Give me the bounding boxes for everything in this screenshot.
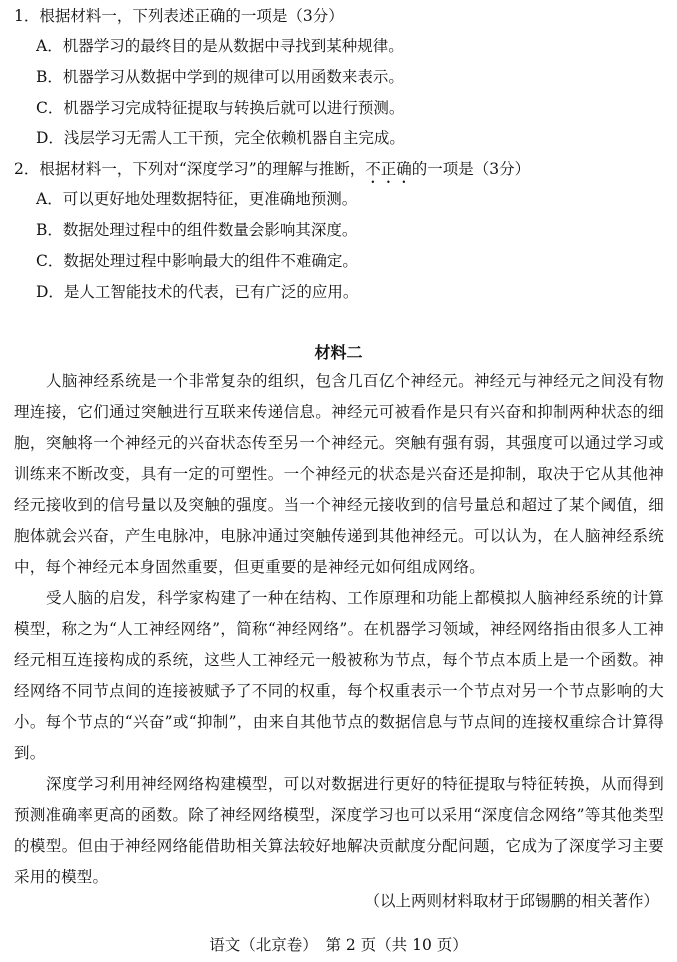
- question-1-option-d: D．浅层学习无需人工干预，完全依赖机器自主完成。: [36, 129, 405, 147]
- paragraph-1: 人脑神经系统是一个非常复杂的组织，包含几百亿个神经元。神经元与神经元之间没有物理连接，它们通过突触进行互联来传递信息。神经元可被看作是只有兴奋和抑制两种状态的细胞，突触将一个神经元的兴奋状态传至另一个神经元。突触有强有弱，其强度可以通过学习或训练来不断改变，具有一定的可塑性。一个神经元的状态是兴奋还是抑制，取决于它从其他神经元接收到的信号量以及突触的强度。当一个神经元接收到的信号量总和超过了某个阈值，细胞体就会兴奋，产生电脉冲，电脉冲通过突触传递到其他神经元。可以认为，在人脑神经系统中，每个神经元本身固然重要，但更重要的是神经元如何组成网络。: [14, 372, 664, 576]
- question-1-option-a: A．机器学习的最终目的是从数据中寻找到某种规律。: [36, 37, 404, 55]
- question-1-option-b: B．机器学习从数据中学到的规律可以用函数来表示。: [36, 68, 404, 86]
- paragraph-3: 深度学习利用神经网络构建模型，可以对数据进行更好的特征提取与特征转换，从而得到预测准确率更高的函数。除了神经网络模型，深度学习也可以采用“深度信念网络”等其他类型的模型。但由于神经网络能借助相关算法较好地解决贡献度分配问题，它成为了深度学习主要采用的模型。: [14, 775, 664, 886]
- question-2-option-a: A．可以更好地处理数据特征，更准确地预测。: [36, 190, 358, 208]
- question-2-stem-before: 2．根据材料一，下列对“深度学习”的理解与推断，: [14, 160, 366, 178]
- paragraph-2: 受人脑的启发，科学家构建了一种在结构、工作原理和功能上都模拟人脑神经系统的计算模型，称之为“人工神经网络”，简称“神经网络”。在机器学习领域，神经网络指由很多人工神经元相互连接构成的系统，这些人工神经元一般被称为节点，每个节点本质上是一个函数。神经网络不同节点间的连接被赋予了不同的权重，每个权重表示一个节点对另一个节点影响的大小。每个节点的“兴奋”或“抑制”，由来自其他节点的数据信息与节点间的连接权重综合计算得到。: [14, 589, 664, 762]
- question-1-option-c: C．机器学习完成特征提取与转换后就可以进行预测。: [36, 99, 405, 117]
- question-2-option-b: B．数据处理过程中的组件数量会影响其深度。: [36, 221, 358, 239]
- question-2-stem-after: 的一项是（3分）: [411, 160, 531, 178]
- question-2-option-d: D．是人工智能技术的代表，已有广泛的应用。: [36, 283, 359, 301]
- question-2-stem: [14, 159, 530, 187]
- page-footer: 语文（北京卷） 第 2 页（共 10 页）: [209, 936, 468, 954]
- question-2-stem-emphasis: 不正确: [365, 160, 412, 178]
- material-2-title: 材料二: [314, 343, 363, 362]
- question-1-stem: 1．根据材料一，下列表述正确的一项是（3分）: [14, 7, 344, 25]
- question-2-option-c: C．数据处理过程中影响最大的组件不难确定。: [36, 252, 358, 270]
- source-note: （以上两则材料取材于邱锡鹏的相关著作）: [364, 892, 659, 910]
- material-2-body: [14, 366, 664, 893]
